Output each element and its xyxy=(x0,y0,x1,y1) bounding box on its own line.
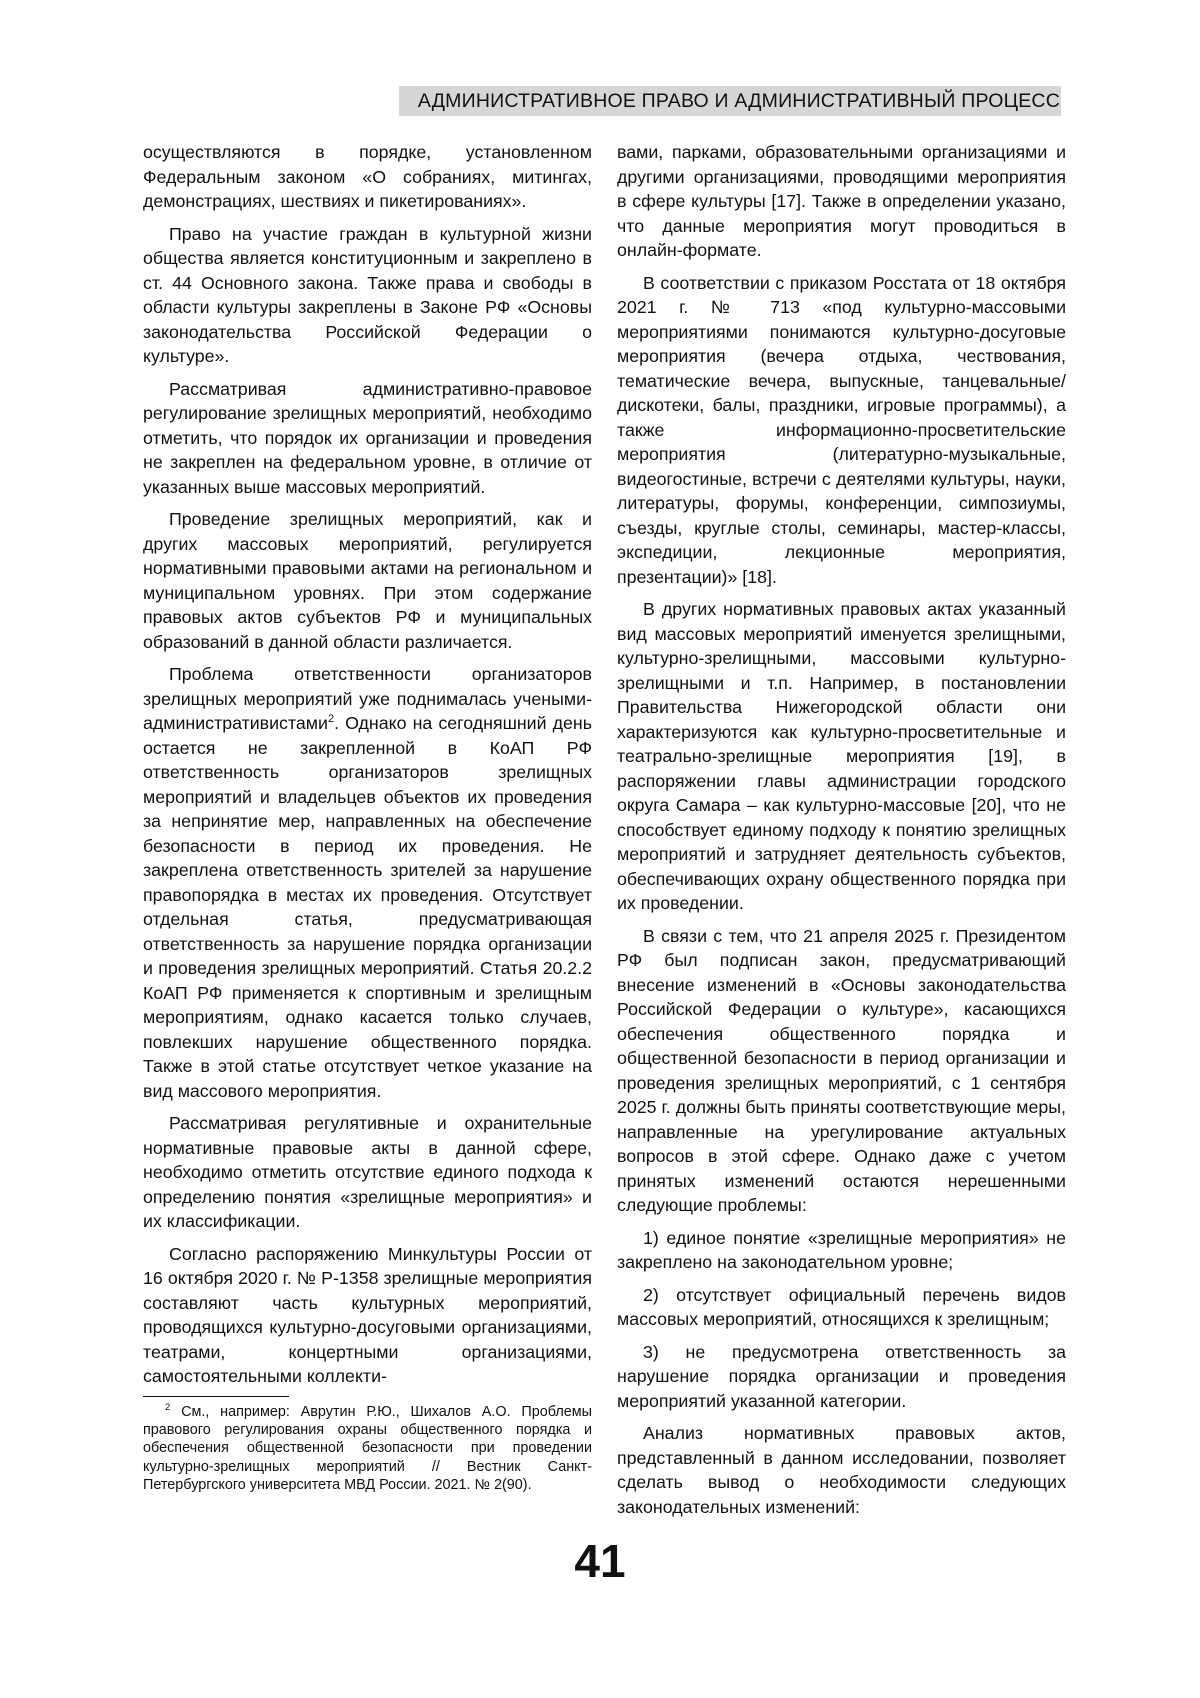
left-column xyxy=(143,140,592,1397)
running-header: АДМИНИСТРАТИВНОЕ ПРАВО И АДМИНИСТРАТИВНЫЙ ПРОЦЕСС xyxy=(417,90,1060,112)
paragraph: Проведение зрелищных мероприятий, как и других массовых мероприятий, регулируется нормативными правовыми актами на региональном и муниципальном уровнях. При этом содержание правовых актов субъектов РФ и муниципальных образований в данной области различается. xyxy=(143,509,592,652)
list-item: 2) отсутствует официальный перечень видов массовых мероприятий, относящихся к зрелищным; xyxy=(617,1284,1066,1329)
paragraph: вами, парками, образовательными организациями и другими организациями, проводящими мероприятия в сфере культуры [17]. Также в определении указано, что данные мероприятия могут проводиться в онлайн-формате. xyxy=(617,142,1066,260)
paragraph: осуществляются в порядке, установленном Федеральным законом «О собраниях, митингах, демонстрациях, шествиях и пикетированиях». xyxy=(143,142,592,211)
paragraph: Согласно распоряжению Минкультуры России от 16 октября 2020 г. № Р-1358 зрелищные мероприятия составляют часть культурных мероприятий, проводящихся культурно-досуговыми организациями, театрами, концертными организациями, самостоятельными коллекти- xyxy=(143,1243,592,1386)
list-item: 1) единое понятие «зрелищные мероприятия» не закреплено на законодательном уровне; xyxy=(617,1227,1066,1272)
paragraph: Право на участие граждан в культурной жизни общества является конституционным и закреплено в ст. 44 Основного закона. Также права и свободы в области культуры закреплены в Законе РФ «Основы законодательства Российской Федерации о культуре». xyxy=(143,223,592,366)
paragraph-text: Проблема ответственности организаторов зрелищных мероприятий уже поднималась учеными-административистами xyxy=(143,664,592,733)
paragraph: Рассматривая регулятивные и охранительные нормативные правовые акты в данной сфере, необходимо отметить отсутствие единого подхода к определению понятия «зрелищные мероприятия» и их классификации. xyxy=(143,1113,592,1231)
paragraph: Рассматривая административно-правовое регулирование зрелищных мероприятий, необходимо отметить, что порядок их организации и проведения не закреплен на федеральном уровне, в отличие от указанных выше массовых мероприятий. xyxy=(143,378,592,497)
paragraph: Анализ нормативных правовых актов, представленный в данном исследовании, позволяет сделать вывод о необходимости следующих законодательных изменений: xyxy=(617,1423,1066,1517)
page-number: 41 xyxy=(574,1535,626,1587)
paragraph: В соответствии с приказом Росстата от 18 октября 2021 г. № 713 «под культурно-массовыми мероприятиями понимаются культурно-досуговые мероприятия (вечера отдыха, чествования, тематические вечера, выпускные, танцевальные/дискотеки, балы, праздники, игровые программы), а также информационно-просветительские мероприятия (литературно-музыкальные, видеогостиные, встречи с деятелями культуры, науки, литературы, форумы, конференции, симпозиумы, съезды, круглые столы, семинары, мастер-классы, экспедиции, лекционные мероприятия, презентации)» [18]. xyxy=(617,272,1066,587)
footnote-text: См., например: Аврутин Р.Ю., Шихалов А.О. Проблемы правового регулирования охраны общественного порядка и обеспечения общественной безопасности при проведении культурно-зрелищных мероприятий // Вестник Санкт-Петербургского университета МВД России. 2021. № 2(90). xyxy=(143,1404,592,1493)
paragraph-with-footnote-ref xyxy=(143,662,592,1103)
footnote-reference[interactable]: 2 xyxy=(327,713,335,726)
right-column xyxy=(617,140,1066,1527)
paragraph-text: . Однако на сегодняшний день остается не закрепленной в КоАП РФ ответственность организаторов зрелищных мероприятий и владельцев объектов их проведения за непринятие мер, направленных на обеспечение безопасности в период их проведения. Не закреплена ответственность зрителей за нарушение правопорядка в местах их проведения. Отсутствует отдельная статья, предусматривающая ответственность за нарушение порядка организации и проведения зрелищных мероприятий. Статья 20.2.2 КоАП РФ применяется к спортивным и зрелищным мероприятиям, однако касается только случаев, повлекших нарушение общественного порядка. Также в этой статье отсутствует четкое указание на вид массового мероприятия. xyxy=(143,713,592,1101)
footnote-divider xyxy=(143,1396,289,1397)
list-item: 3) не предусмотрена ответственность за нарушение порядка организации и проведения мероприятий указанной категории. xyxy=(617,1341,1066,1411)
paragraph: В других нормативных правовых актах указанный вид массовых мероприятий именуется зрелищными, культурно-зрелищными, массовыми культурно-зрелищными и т.п. Например, в постановлении Правительства Нижегородской области они характеризуются как культурно-просветительные и театрально-зрелищные мероприятия [19], в распоряжении главы администрации городского округа Самара – как культурно-массовые [20], что не способствует единому подходу к понятию зрелищных мероприятий и затрудняет деятельность субъектов, обеспечивающих охрану общественного порядка при их проведении. xyxy=(617,599,1066,913)
paragraph: В связи с тем, что 21 апреля 2025 г. Президентом РФ был подписан закон, предусматривающий внесение изменений в «Основы законодательства Российской Федерации о культуре», касающихся обеспечения общественного порядка и общественной безопасности в период организации и проведения зрелищных мероприятий, с 1 сентября 2025 г. должны быть приняты соответствующие меры, направленные на урегулирование актуальных вопросов в этой сфере. Однако даже с учетом принятых изменений остаются нерешенными следующие проблемы: xyxy=(617,925,1066,1215)
footnote xyxy=(143,1403,592,1494)
footnote-number: 2 xyxy=(165,1402,171,1414)
